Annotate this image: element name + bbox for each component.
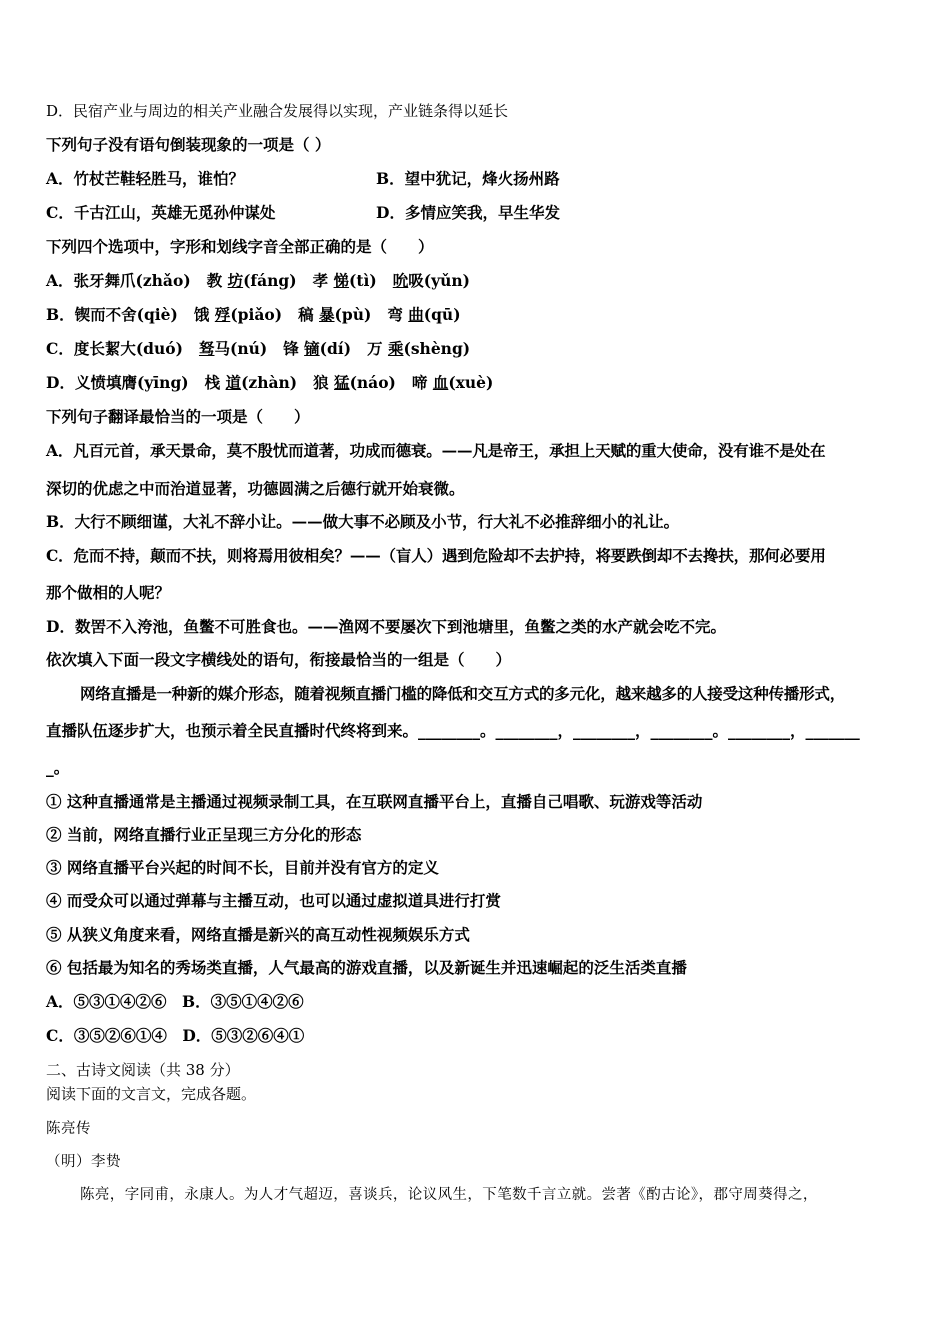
- translate-option-a-line2: 深切的优虑之中而治道显著，功德圆满之后德行就开始衰微。: [46, 479, 465, 498]
- text-paragraph-1: 陈亮，字同甫，永康人。为人才气超迈，喜谈兵，论议风生，下笔数千言立就。尝著《酌古论》，郡守周葵得之，: [80, 1187, 818, 1203]
- word-2-underlined: 驽: [198, 339, 215, 358]
- word-3-prefix: 孝: [312, 271, 329, 290]
- word-3-prefix: 狼: [313, 373, 329, 392]
- word-2-prefix: 饿: [193, 305, 210, 324]
- question-glyph-stem: 下列四个选项中，字形和划线字音全部正确的是（ ）: [46, 237, 434, 256]
- fill-item-2: ② 当前，网络直播行业正呈现三方分化的形态: [46, 825, 362, 844]
- option-label: C．: [46, 339, 74, 358]
- option-c: C．千古江山，英雄无觅孙仲谋处: [46, 203, 276, 222]
- word-3-prefix: 稿: [298, 305, 314, 324]
- word-2-underlined: 道: [225, 373, 242, 392]
- word-1: 度长絜大(duó): [73, 339, 183, 358]
- translate-option-c-line1: C．危而不持，颠而不扶，则将焉用彼相矣？——（盲人）遇到危险却不去护持，将要跌倒却不去搀扶，那何必要用: [46, 546, 826, 565]
- word-1: 锲而不舍(qiè): [74, 305, 178, 324]
- option-b: B．望中犹记，烽火扬州路: [376, 169, 560, 188]
- word-4-prefix: 弯: [387, 305, 403, 324]
- word-4-underlined: 曲: [408, 305, 424, 324]
- question-glyph-option-d: [46, 371, 493, 395]
- word-4-pinyin: (xuè): [448, 373, 494, 392]
- translate-option-b: B．大行不顾细谨，大礼不辞小让。——做大事不必顾及小节，行大礼不必推辞细小的礼让。: [46, 512, 680, 531]
- translate-option-d: D．数罟不入洿池，鱼鳖不可胜食也。——渔网不要屡次下到池塘里，鱼鳖之类的水产就会吃不完。: [46, 617, 726, 636]
- option-label: B．: [46, 305, 75, 324]
- word-2-pinyin: (zhàn): [241, 373, 298, 392]
- fill-options-cd: C．③⑤②⑥①④ D．⑤③②⑥④①: [46, 1026, 305, 1045]
- word-4-underlined: 乘: [387, 339, 404, 358]
- question-glyph-option-b: [46, 303, 461, 327]
- word-3-pinyin: (pù): [334, 305, 372, 324]
- fill-passage-line2: 直播队伍逐步扩大，也预示着全民直播时代终将到来。________。________，________，________。________，_______: [46, 721, 860, 740]
- word-2-pinyin: (piǎo): [230, 305, 283, 324]
- option-label: D．: [46, 373, 75, 392]
- word-2-prefix: 教: [206, 271, 223, 290]
- word-4-rest: 吸(yǔn): [408, 271, 470, 290]
- translate-option-a-line1: A．凡百元首，承天景命，莫不殷忧而道著，功成而德衰。——凡是帝王，承担上天赋的重大使命，没有谁不是处在: [46, 441, 826, 460]
- word-3-prefix: 锋: [283, 339, 299, 358]
- word-2-pinyin: (fáng): [243, 271, 297, 290]
- word-3-underlined: 暴: [319, 305, 335, 324]
- question-inversion-stem: 下列句子没有语句倒装现象的一项是（ ）: [46, 135, 331, 154]
- option-d-prev: D．民宿产业与周边的相关产业融合发展得以实现，产业链条得以延长: [46, 102, 509, 120]
- word-4-pinyin: (shèng): [403, 339, 471, 358]
- word-3-pinyin: (náo): [349, 373, 396, 392]
- fill-item-3: ③ 网络直播平台兴起的时间不长，目前并没有官方的定义: [46, 858, 439, 877]
- question-glyph-option-c: [46, 337, 470, 361]
- word-3-pinyin: (tì): [349, 271, 377, 290]
- word-4-underlined: 血: [432, 373, 449, 392]
- fill-item-6: ⑥ 包括最为知名的秀场类直播，人气最高的游戏直播，以及新诞生并迅速崛起的泛生活类直播: [46, 958, 687, 977]
- word-1: 张牙舞爪(zhǎo): [73, 271, 191, 290]
- word-2-underlined: 坊: [227, 271, 244, 290]
- question-glyph-option-a: [46, 269, 470, 293]
- word-2-prefix: 栈: [204, 373, 221, 392]
- text-author: （明）李贽: [46, 1154, 121, 1170]
- word-3-underlined: 悌: [333, 271, 350, 290]
- section-2-heading: 二、古诗文阅读（共 38 分）: [46, 1061, 240, 1079]
- fill-item-5: ⑤ 从狭义角度来看，网络直播是新兴的高互动性视频娱乐方式: [46, 925, 470, 944]
- fill-passage-line3: _。: [46, 758, 70, 777]
- fill-options-ab: A．⑤③①④②⑥ B．③⑤①④②⑥: [46, 992, 304, 1011]
- word-4-prefix: 啼: [411, 373, 428, 392]
- section-2-instruction: 阅读下面的文言文，完成各题。: [46, 1085, 257, 1103]
- translate-option-c-line2: 那个做相的人呢？: [46, 583, 171, 602]
- word-4-underlined: 吮: [392, 271, 409, 290]
- word-4-prefix: 万: [367, 339, 383, 358]
- question-fill-stem: 依次填入下面一段文字横线处的语句，衔接最恰当的一组是（ ）: [46, 650, 512, 669]
- question-inversion-row-cd: [46, 201, 906, 225]
- word-3-underlined: 猛: [334, 373, 350, 392]
- word-1: 义愤填膺(yīng): [74, 373, 189, 392]
- word-3-pinyin: (dí): [319, 339, 352, 358]
- option-label: A．: [46, 271, 74, 290]
- word-3-underlined: 镝: [304, 339, 320, 358]
- word-2-rest: 马(nú): [214, 339, 268, 358]
- word-2-underlined: 殍: [214, 305, 231, 324]
- question-inversion-row-ab: [46, 167, 906, 191]
- fill-item-4: ④ 而受众可以通过弹幕与主播互动，也可以通过虚拟道具进行打赏: [46, 891, 501, 910]
- question-translate-stem: 下列句子翻译最恰当的一项是（ ）: [46, 407, 310, 426]
- word-4-pinyin: (qū): [423, 305, 461, 324]
- option-d: D．多情应笑我，早生华发: [376, 203, 560, 222]
- fill-passage-line1: 网络直播是一种新的媒介形态，随着视频直播门槛的降低和交互方式的多元化，越来越多的人接受这种传播形式，: [80, 684, 846, 703]
- text-title: 陈亮传: [46, 1121, 91, 1137]
- option-a: A．竹杖芒鞋轻胜马，谁怕？: [46, 169, 245, 188]
- fill-item-1: ① 这种直播通常是主播通过视频录制工具，在互联网直播平台上，直播自己唱歌、玩游戏等活动: [46, 792, 703, 811]
